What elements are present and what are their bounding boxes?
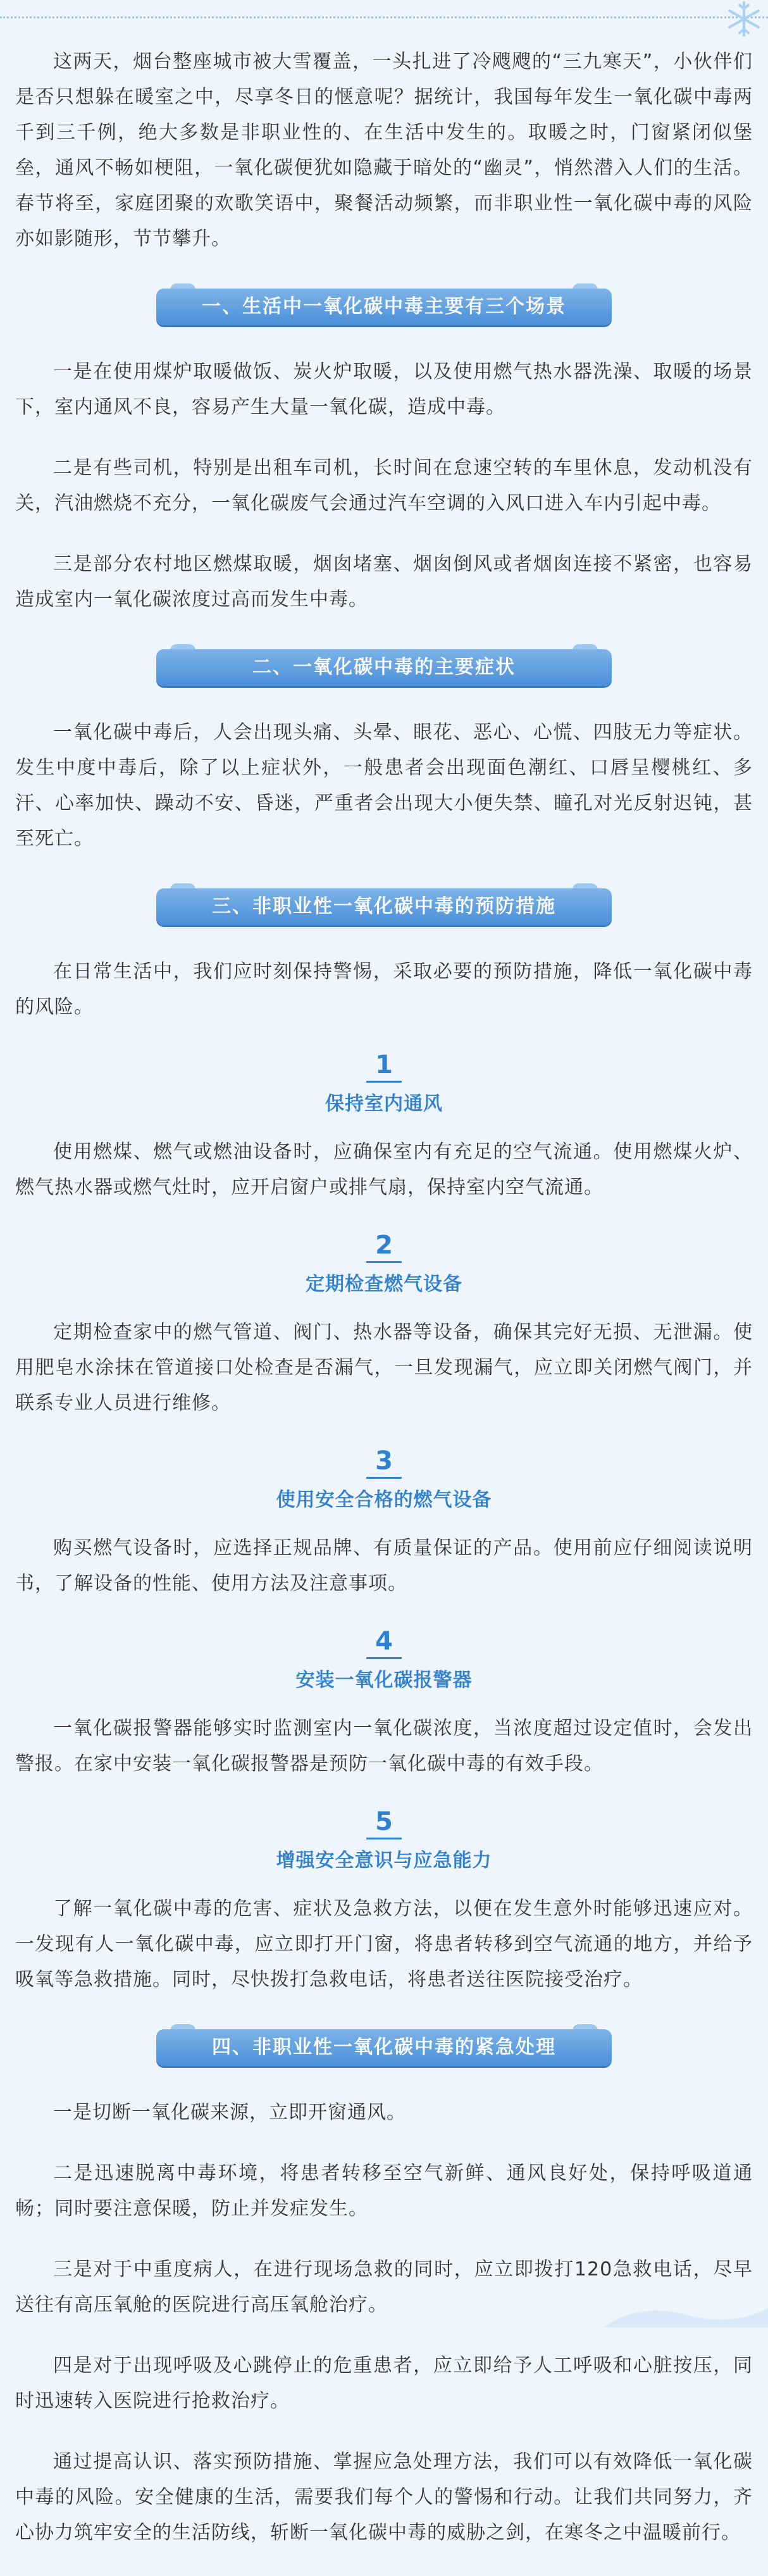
prevention-item-heading	[15, 1050, 753, 1117]
section-header-symptoms	[156, 643, 612, 694]
item-label: 使用安全合格的燃气设备	[276, 1489, 492, 1511]
prevention-item-heading	[15, 1447, 753, 1513]
scenario-paragraph: 一是在使用煤炉取暖做饭、炭火炉取暖，以及使用燃气热水器洗澡、取暖的场景下，室内通风不良，容易产生大量一氧化碳，造成中毒。	[15, 361, 753, 418]
emergency-paragraph: 三是对于中重度病人，在进行现场急救的同时，应立即拨打120急救电话，尽早送往有高压氧舱的医院进行高压氧舱治疗。	[15, 2258, 753, 2316]
prevention-item-text: 购买燃气设备时，应选择正规品牌、有质量保证的产品。使用前应仔细阅读说明书，了解设备的性能、使用方法及注意事项。	[15, 1537, 753, 1595]
item-number: 4	[366, 1627, 402, 1659]
top-dotted-border	[0, 16, 768, 21]
scenario-paragraph: 三是部分农村地区燃煤取暖，烟囱堵塞、烟囱倒风或者烟囱连接不紧密，也容易造成室内一氧化碳浓度过高而发生中毒。	[15, 553, 753, 611]
emergency-paragraph: 四是对于出现呼吸及心跳停止的危重患者，应立即给予人工呼吸和心脏按压，同时迅速转入医院进行抢救治疗。	[15, 2355, 753, 2412]
item-number: 1	[366, 1050, 402, 1083]
prevention-item-text: 定期检查家中的燃气管道、阀门、热水器等设备，确保其完好无损、无泄漏。使用肥皂水涂抹在管道接口处检查是否漏气，一旦发现漏气，应立即关闭燃气阀门，并联系专业人员进行维修。	[15, 1321, 753, 1414]
section-title: 一、生活中一氧化碳中毒主要有三个场景	[202, 296, 566, 318]
item-label: 保持室内通风	[325, 1093, 443, 1115]
item-label: 安装一氧化碳报警器	[295, 1669, 473, 1691]
article	[15, 44, 753, 2576]
prevention-item-text: 使用燃煤、燃气或燃油设备时，应确保室内有充足的空气流通。使用燃煤火炉、燃气热水器或燃气灶时，应开启窗户或排气扇，保持室内空气流通。	[15, 1141, 753, 1198]
item-label: 增强安全意识与应急能力	[276, 1850, 492, 1872]
bottom-wave-decoration	[604, 2302, 768, 2327]
prevention-item-heading	[15, 1627, 753, 1693]
prevention-item-text: 了解一氧化碳中毒的危害、症状及急救方法，以便在发生意外时能够迅速应对。一发现有人一氧化碳中毒，应立即打开门窗，将患者转移到空气流通的地方，并给予吸氧等急救措施。同时，尽快拨打急救电话，将患者送往医院接受治疗。	[15, 1898, 753, 1991]
snowflake-icon	[725, 0, 763, 38]
prevention-item-heading	[15, 1807, 753, 1874]
section-header-scenarios	[156, 282, 612, 333]
emergency-paragraph: 一是切断一氧化碳来源，立即开窗通风。	[53, 2101, 406, 2124]
section-title: 三、非职业性一氧化碳中毒的预防措施	[212, 895, 556, 918]
item-label: 定期检查燃气设备	[306, 1273, 462, 1295]
item-number: 3	[366, 1447, 402, 1479]
symptoms-paragraph: 一氧化碳中毒后，人会出现头痛、头晕、眼花、恶心、心慌、四肢无力等症状。发生中度中毒后，除了以上症状外，一般患者会出现面色潮红、口唇呈樱桃红、多汗、心率加快、躁动不安、昏迷，严重者会出现大小便失禁、瞳孔对光反射迟钝，甚至死亡。	[15, 721, 753, 850]
item-number: 2	[366, 1231, 402, 1263]
section-title: 四、非职业性一氧化碳中毒的紧急处理	[212, 2036, 556, 2058]
intro-paragraph: 这两天，烟台整座城市被大雪覆盖，一头扎进了冷飕飕的“三九寒天”，小伙伴们是否只想躲在暖室之中，尽享冬日的惬意呢？据统计，我国每年发生一氧化碳中毒两千到三千例，绝大多数是非职业性的、在生活中发生的。取暖之时，门窗紧闭似堡垒，通风不畅如梗阻，一氧化碳便犹如隐藏于暗处的“幽灵”，悄然潜入人们的生活。春节将至，家庭团聚的欢歌笑语中，聚餐活动频繁，而非职业性一氧化碳中毒的风险亦如影随形，节节攀升。	[15, 51, 753, 250]
item-number: 5	[366, 1807, 402, 1839]
prevention-item-heading	[15, 1231, 753, 1297]
prevention-item-text: 一氧化碳报警器能够实时监测室内一氧化碳浓度，当浓度超过设定值时，会发出警报。在家中安装一氧化碳报警器是预防一氧化碳中毒的有效手段。	[15, 1717, 753, 1775]
scenario-paragraph: 二是有些司机，特别是出租车司机，长时间在怠速空转的车里休息，发动机没有关，汽油燃烧不充分，一氧化碳废气会通过汽车空调的入风口进入车内引起中毒。	[15, 457, 753, 514]
prevention-intro: 在日常生活中，我们应时刻保持警惕，采取必要的预防措施，降低一氧化碳中毒的风险。	[15, 961, 753, 1018]
section-header-prevention	[156, 882, 612, 933]
section-header-emergency	[156, 2023, 612, 2074]
emergency-paragraph: 二是迅速脱离中毒环境，将患者转移至空气新鲜、通风良好处，保持呼吸道通畅；同时要注意保暖，防止并发症发生。	[15, 2162, 753, 2220]
section-title: 二、一氧化碳中毒的主要症状	[252, 656, 516, 678]
conclusion-paragraph: 通过提高认识、落实预防措施、掌握应急处理方法，我们可以有效降低一氧化碳中毒的风险。安全健康的生活，需要我们每个人的警惕和行动。让我们共同努力，齐心协力筑牢安全的生活防线，斩断一氧化碳中毒的威胁之剑，在寒冬之中温暖前行。	[15, 2451, 753, 2544]
